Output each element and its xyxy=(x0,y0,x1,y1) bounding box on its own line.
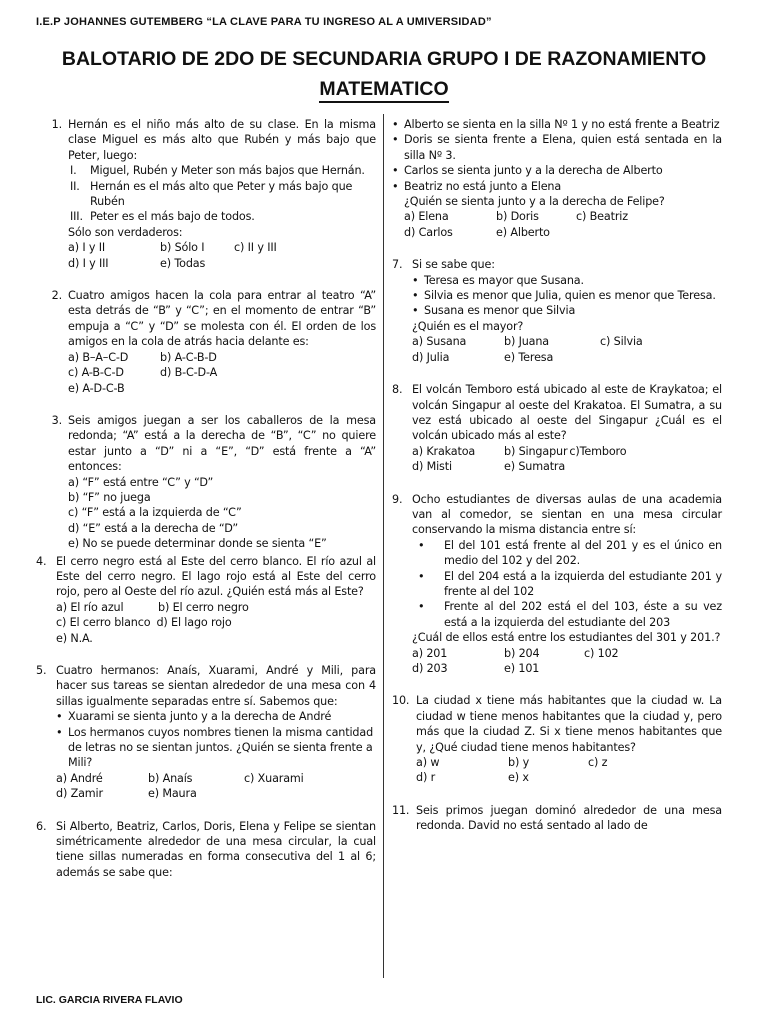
bullet-item: • Alberto se sienta en la silla Nº 1 y no está frente a Beatriz xyxy=(392,118,720,131)
option-a: a) w xyxy=(416,756,440,770)
option-b: b) y xyxy=(508,756,530,770)
question-text: El volcán Temboro está ubicado al este de Kraykatoa; el volcán Singapur al oeste del Krakatoa. El Sumatra, a su vez está ubicado al oeste del Singapur ¿Cuál es el volcán ubicado más al este? xyxy=(412,383,722,443)
question-text: Hernán es el niño más alto de su clase. En la misma clase Miguel es más alto que Rubén y más bajo que Peter, luego: xyxy=(68,118,376,162)
option-b: b) Anaís xyxy=(148,771,193,785)
options-row xyxy=(412,444,722,459)
options-row xyxy=(392,225,722,240)
option-a: a) Krakatoa xyxy=(412,444,476,458)
option-b: b) Sólo I xyxy=(160,241,205,255)
bullet-item: • Silvia es menor que Julia, quien es menor que Teresa. xyxy=(412,289,716,303)
options-row xyxy=(412,646,722,661)
option-b: b) 204 xyxy=(504,646,540,660)
bullet-item: • El del 101 está frente al del 201 y es el único en medio del 102 y del 202. xyxy=(418,538,722,568)
option-d: d) r xyxy=(416,771,436,785)
option-c: c) Xuarami xyxy=(244,771,304,785)
option-d: d) I y III xyxy=(68,256,109,270)
document-title-line-2: MATEMATICO xyxy=(0,76,768,103)
bullet-item: • Carlos se sienta junto y a la derecha de Alberto xyxy=(392,164,663,178)
option-d: d) Misti xyxy=(412,460,452,474)
question-number: 11. xyxy=(392,803,410,817)
question-5 xyxy=(36,663,376,802)
options-row xyxy=(412,459,722,474)
question-10 xyxy=(392,693,722,785)
option-a: a) B–A–C-D xyxy=(68,350,129,364)
bullet-item: • Xuarami se sienta junto y a la derecha de André xyxy=(56,710,332,724)
option-b: b) Doris xyxy=(496,210,539,224)
option-b: b) A-C-B-D xyxy=(160,350,217,364)
options-row xyxy=(416,770,722,785)
question-number: 6. xyxy=(36,819,47,833)
bullet-item: • El del 204 está a la izquierda del estudiante 201 y frente al del 102 xyxy=(418,569,722,598)
option-d: d) 203 xyxy=(412,662,448,675)
question-text: Seis amigos juegan a ser los caballeros de la mesa redonda; “A” está a la derecha de “B”, “C” no quiere estar junto a “D” ni a “E”, “D” está frente a “A” entonces: xyxy=(68,413,376,474)
question-prompt: ¿Quién se sienta junto y a la derecha de Felipe? xyxy=(404,195,665,209)
options-row xyxy=(68,240,376,255)
option-b: b) Juana xyxy=(504,335,550,349)
option-b: b) “F” no juega xyxy=(68,490,151,504)
question-text: La ciudad x tiene más habitantes que la ciudad w. La ciudad w tiene menos habitantes que la ciudad y, pero más que la ciudad Z. Si x tiene menos habitantes que y, ¿Qué ciudad tiene menos habitantes? xyxy=(416,694,722,754)
statement: II. Hernán es el más alto que Peter y más bajo que Rubén xyxy=(70,179,353,209)
question-number: 5. xyxy=(36,664,47,677)
option-e: e) Alberto xyxy=(496,225,550,239)
question-prompt: Sólo son verdaderos: xyxy=(68,225,183,239)
option-c: c) Beatriz xyxy=(576,210,628,224)
bullet-item: • Frente al del 202 está el del 103, éste a su vez está a la izquierda del estudiante del 203 xyxy=(418,600,722,629)
bullet-item: • Los hermanos cuyos nombres tienen la misma cantidad de letras no se sientan juntos. ¿Quién se sienta frente a Mili? xyxy=(56,725,374,770)
option-a: a) 201 xyxy=(412,646,448,660)
question-8 xyxy=(392,382,722,474)
options-row xyxy=(68,256,376,271)
option-e: e) N.A. xyxy=(56,631,93,645)
option-a: a) André xyxy=(56,771,103,785)
right-column xyxy=(392,117,722,851)
question-text: Cuatro hermanos: Anaís, Xuarami, André y Mili, para hacer sus tareas se sientan alrededor de una mesa con 4 sillas igualmente separadas entre sí. Sabemos que: xyxy=(56,664,376,708)
option-c: c) “F” está a la izquierda de “C” xyxy=(68,506,242,520)
option-e: e) x xyxy=(508,771,529,785)
option-a: a) “F” está entre “C” y “D” xyxy=(68,475,214,489)
document-title: BALOTARIO DE 2DO DE SECUNDARIA GRUPO I DE RAZONAMIENTO xyxy=(61,48,707,70)
option-e: e) 101 xyxy=(504,662,540,675)
option-a: a) Susana xyxy=(412,335,467,349)
statement: III. Peter es el más bajo de todos. xyxy=(70,210,255,224)
option-a: a) Elena xyxy=(404,210,449,224)
question-number: 3. xyxy=(51,413,62,427)
option-e: e) Sumatra xyxy=(504,460,566,474)
options-row xyxy=(68,350,376,365)
question-number: 2. xyxy=(51,289,62,303)
option-c: c)Temboro xyxy=(569,444,627,458)
bullet-item: • Doris se sienta frente a Elena, quien está sentada en la silla Nº 3. xyxy=(392,133,722,162)
question-text: Si se sabe que: xyxy=(412,258,495,272)
options-row xyxy=(412,661,722,676)
option-e: e) No se puede determinar donde se sienta “E” xyxy=(68,537,327,551)
option-e: e) A-D-C-B xyxy=(68,381,125,395)
option-c: c) II y III xyxy=(234,241,277,255)
question-prompt: ¿Quién es el mayor? xyxy=(412,319,524,333)
question-number: 1. xyxy=(51,118,62,131)
question-9 xyxy=(392,492,722,677)
option-d: d) El lago rojo xyxy=(156,616,232,630)
options-row xyxy=(412,334,722,349)
question-prompt: ¿Cuál de ellos está entre los estudiantes del 301 y 201.? xyxy=(412,631,721,645)
option-d: d) B-C-D-A xyxy=(160,366,218,380)
option-a: a) I y II xyxy=(68,241,106,255)
left-column xyxy=(36,117,376,897)
question-text: El cerro negro está al Este del cerro blanco. El río azul al Este del cerro negro. El lago rojo está al Este del cerro rojo, pero al Oeste del río azul. ¿Quién está más al Este? xyxy=(56,554,376,599)
bullet-item: • Teresa es mayor que Susana. xyxy=(412,273,584,287)
bullet-item: • Beatriz no está junto a Elena xyxy=(392,179,562,193)
question-text: Ocho estudiantes de diversas aulas de una academia van al comedor, se sientan en una mesa circular conservando la misma distancia entre sí: xyxy=(412,492,722,537)
option-c: c) Silvia xyxy=(600,335,643,349)
question-text: Si Alberto, Beatriz, Carlos, Doris, Elena y Felipe se sientan simétricamente alrededor de una mesa circular, la cual tiene sillas numeradas en forma consecutiva del 1 al 6; además se sabe que: xyxy=(56,819,376,879)
option-c: c) z xyxy=(588,756,608,770)
question-text: Cuatro amigos hacen la cola para entrar al teatro “A” esta detrás de “B” y “C”; en el momento de entrar “B” empuja a “C” y “D” se molesta con él. El orden de los amigos en la cola de atrás hacia delante es: xyxy=(68,289,376,349)
option-b: b) El cerro negro xyxy=(158,600,249,614)
options-row xyxy=(56,786,376,801)
statement: I. Miguel, Rubén y Meter son más bajos que Hernán. xyxy=(70,164,365,178)
option-c: c) El cerro blanco xyxy=(56,616,151,630)
option-d: d) Zamir xyxy=(56,787,103,801)
question-number: 10. xyxy=(392,694,410,708)
school-header: I.E.P JOHANNES GUTEMBERG “LA CLAVE PARA TU INGRESO AL A UMIVERSIDAD” xyxy=(36,16,492,28)
question-text: Seis primos juegan dominó alrededor de una mesa redonda. David no está sentado al lado de xyxy=(416,803,722,833)
option-b: b) Singapur xyxy=(504,444,568,458)
option-d: d) Julia xyxy=(412,350,450,364)
bullet-item: • Susana es menor que Silvia xyxy=(412,304,576,318)
question-3 xyxy=(36,413,376,552)
options-row xyxy=(392,209,722,224)
option-e: e) Teresa xyxy=(504,350,554,364)
option-c: c) A-B-C-D xyxy=(68,366,124,380)
options-row xyxy=(56,771,376,786)
options-row xyxy=(56,615,376,630)
footer-author: LIC. GARCIA RIVERA FLAVIO xyxy=(36,994,183,1006)
question-1 xyxy=(36,117,376,271)
option-c: c) 102 xyxy=(584,646,619,660)
option-d: d) “E” está a la derecha de “D” xyxy=(68,521,239,535)
option-e: e) Maura xyxy=(148,787,197,801)
options-row xyxy=(416,755,722,770)
column-divider xyxy=(383,114,384,978)
options-row xyxy=(56,600,376,615)
option-d: d) Carlos xyxy=(404,225,453,239)
question-2 xyxy=(36,288,376,396)
options-row xyxy=(412,350,722,365)
question-7 xyxy=(392,257,722,365)
option-e: e) Todas xyxy=(160,256,206,270)
question-6 xyxy=(36,819,376,881)
question-number: 8. xyxy=(392,383,403,397)
option-a: a) El río azul xyxy=(56,600,124,614)
question-number: 4. xyxy=(36,554,47,568)
question-6-continued xyxy=(392,117,722,240)
options-row xyxy=(68,365,376,380)
question-number: 9. xyxy=(392,492,403,506)
question-number: 7. xyxy=(392,258,403,272)
question-4 xyxy=(36,554,376,646)
question-11 xyxy=(392,803,722,834)
